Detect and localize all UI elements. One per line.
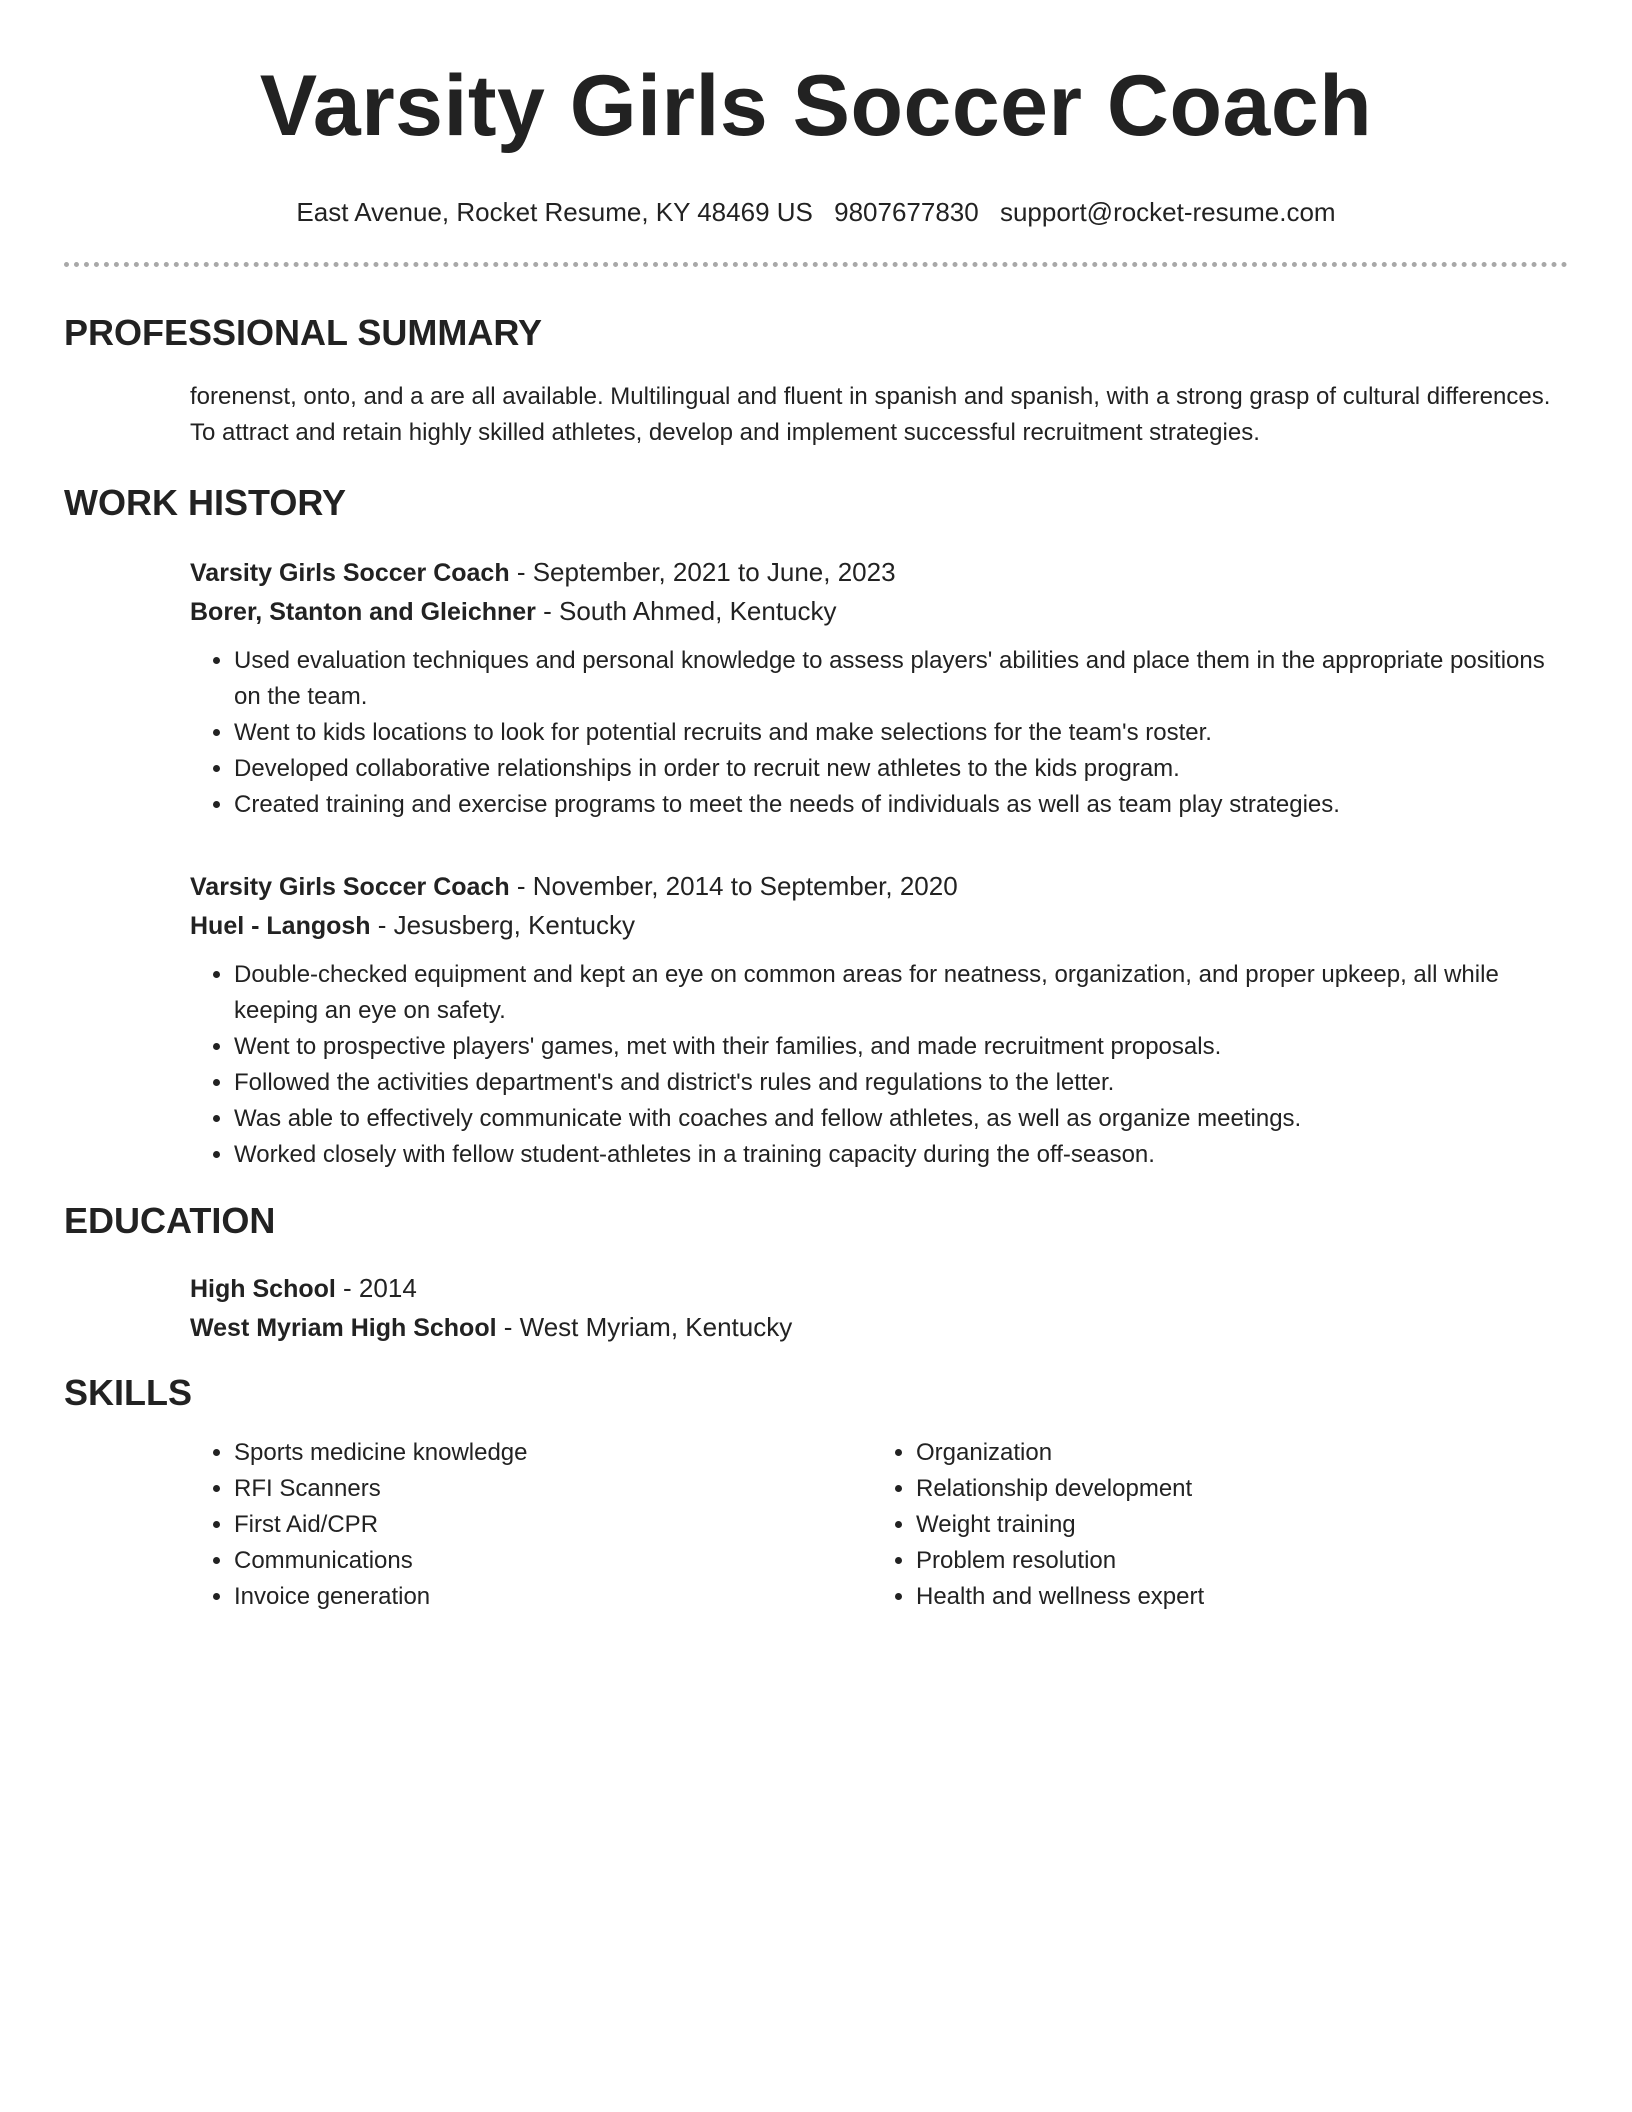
skill-item: • First Aid/CPR (234, 1507, 870, 1543)
list-item: • Created training and exercise programs to meet the needs of individuals as well as team play strategies. (234, 787, 1568, 823)
job-entry (190, 867, 1568, 1173)
education-school: West Myriam High School (190, 1314, 497, 1342)
job-title-line (190, 867, 1568, 906)
skill-item: • Relationship development (916, 1471, 1516, 1507)
contact-address: East Avenue, Rocket Resume, KY 48469 US (296, 197, 813, 227)
education-degree: High School (190, 1275, 336, 1303)
education-year: - 2014 (335, 1273, 417, 1303)
work-history-section (64, 481, 1568, 1173)
skill-item: • Sports medicine knowledge (234, 1435, 870, 1471)
job-location: - Jesusberg, Kentucky (370, 910, 636, 940)
job-company-line (190, 592, 1568, 631)
contact-email: support@rocket-resume.com (999, 197, 1336, 227)
job-role: Varsity Girls Soccer Coach (190, 559, 510, 587)
education-school-line (190, 1308, 1568, 1347)
header-divider (64, 262, 1568, 267)
job-entry (190, 553, 1568, 823)
job-company: Huel - Langosh (190, 912, 371, 940)
skill-item: • Invoice generation (234, 1579, 870, 1615)
skills-title: SKILLS (64, 1372, 193, 1413)
list-item: • Went to prospective players' games, met with their families, and made recruitment proposals. (234, 1029, 1568, 1065)
summary-section (64, 311, 1568, 451)
job-title-line (190, 553, 1568, 592)
list-item: • Worked closely with fellow student-athletes in a training capacity during the off-season. (234, 1137, 1568, 1173)
education-section (64, 1199, 1568, 1347)
contact-line (64, 196, 1568, 228)
job-role: Varsity Girls Soccer Coach (190, 873, 510, 901)
resume-header (64, 0, 1568, 228)
job-dates: - September, 2021 to June, 2023 (509, 557, 896, 587)
skills-right-list (870, 1435, 1516, 1615)
skills-left-list (190, 1435, 870, 1615)
list-item: • Was able to effectively communicate with coaches and fellow athletes, as well as organize meetings. (234, 1101, 1568, 1137)
summary-text: forenenst, onto, and a are all available. Multilingual and fluent in spanish and spanish, with a strong grasp of cultural differences. To attract and retain highly skilled athletes, develop and implement successful recruitment strategies. (190, 383, 1551, 446)
list-item: • Double-checked equipment and kept an eye on common areas for neatness, organization, and proper upkeep, all while keeping an eye on safety. (234, 957, 1568, 1029)
candidate-name: Varsity Girls Soccer Coach (259, 58, 1373, 154)
skill-item: • Health and wellness expert (916, 1579, 1516, 1615)
work-history-title: WORK HISTORY (64, 482, 347, 523)
contact-phone: 9807677830 (834, 197, 979, 227)
education-entry (190, 1269, 1568, 1347)
list-item: • Developed collaborative relationships in order to recruit new athletes to the kids program. (234, 751, 1568, 787)
skills-section (64, 1371, 1568, 1615)
skill-item: • Weight training (916, 1507, 1516, 1543)
skill-item: • Organization (916, 1435, 1516, 1471)
list-item: • Used evaluation techniques and personal knowledge to assess players' abilities and place them in the appropriate positions on the team. (234, 643, 1568, 715)
skill-item: • RFI Scanners (234, 1471, 870, 1507)
job-company-line (190, 906, 1568, 945)
education-title: EDUCATION (64, 1200, 276, 1241)
job-location: - South Ahmed, Kentucky (535, 596, 837, 626)
skill-item: • Problem resolution (916, 1543, 1516, 1579)
skills-columns (190, 1435, 1568, 1615)
skill-item: • Communications (234, 1543, 870, 1579)
job-bullets (190, 957, 1568, 1173)
job-dates: - November, 2014 to September, 2020 (509, 871, 958, 901)
job-company: Borer, Stanton and Gleichner (190, 598, 536, 626)
list-item: • Followed the activities department's and district's rules and regulations to the letter. (234, 1065, 1568, 1101)
education-degree-line (190, 1269, 1568, 1308)
education-location: - West Myriam, Kentucky (496, 1312, 793, 1342)
summary-title: PROFESSIONAL SUMMARY (64, 312, 543, 353)
job-bullets (190, 643, 1568, 823)
list-item: • Went to kids locations to look for potential recruits and make selections for the team's roster. (234, 715, 1568, 751)
